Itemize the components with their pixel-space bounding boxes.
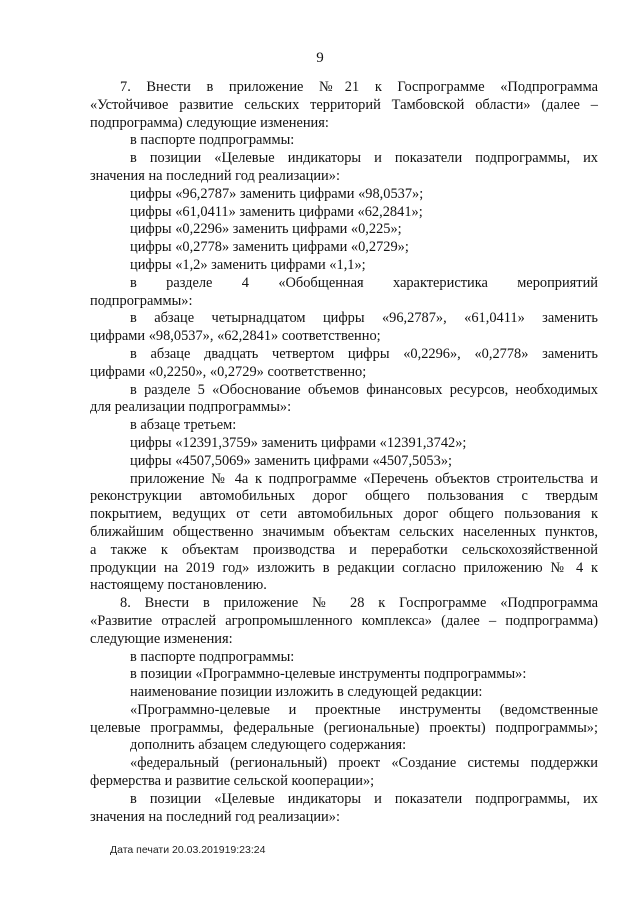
text-line: в паспорте подпрограммы: [130, 648, 295, 665]
text-line: в разделе 5 «Обоснование объемов финансовых ресурсов, необходимых [130, 381, 598, 398]
text-line: для реализации подпрограммы»: [90, 399, 292, 416]
text-line: цифры «12391,3759» заменить цифрами «12391,3742»; [130, 434, 467, 451]
text-line: подпрограмма) следующие изменения: [90, 114, 329, 131]
page-number: 9 [316, 50, 324, 66]
text-line: настоящему постановлению. [90, 577, 267, 594]
text-line: 7. Внести в приложение №21 к Госпрограмме «Подпрограмма [120, 79, 598, 95]
text-line: в абзаце четырнадцатом цифры «96,2787», «61,0411» заменить [130, 310, 598, 327]
text-line: значения на последний год реализации»: [90, 808, 340, 825]
text-line: в абзаце двадцать четвертом цифры «0,2296», «0,2778» заменить [130, 345, 598, 362]
text-line: продукции на 2019 год» изложить в редакции согласно приложению № 4 к [90, 559, 598, 576]
document-body [90, 79, 598, 826]
text-line: цифры «96,2787» заменить цифрами «98,0537»; [130, 185, 424, 202]
text-line: в позиции «Целевые индикаторы и показатели подпрограммы, их [130, 790, 598, 807]
text-line: «Устойчивое развитие сельских территорий Тамбовской области» (далее – [90, 96, 598, 113]
text-line: покрытием, ведущих от сети автомобильных дорог общего пользования к [90, 506, 598, 523]
text-line: наименование позиции изложить в следующей редакции: [130, 684, 483, 701]
text-line: подпрограммы»: [90, 292, 193, 309]
text-line: «Развитие отраслей агропромышленного комплекса» (далее – подпрограмма) [90, 612, 598, 629]
text-line: цифры «61,0411» заменить цифрами «62,2841»; [130, 203, 423, 220]
text-line: приложение № 4а к подпрограмме «Перечень объектов строительства и [130, 470, 598, 487]
text-line: в позиции «Целевые индикаторы и показатели подпрограммы, их [130, 150, 598, 167]
text-line: а также к объектам производства и переработки сельскохозяйственной [90, 541, 598, 558]
text-line: цифры «1,2» заменить цифрами «1,1»; [130, 256, 366, 273]
text-line: в абзаце третьем: [130, 417, 237, 434]
text-line: в позиции «Программно-целевые инструменты подпрограммы»: [130, 666, 527, 683]
text-line: цифры «4507,5069» заменить цифрами «4507,5053»; [130, 452, 453, 469]
print-date-footer: Дата печати 20.03.201919:23:24 [110, 844, 266, 856]
text-line: реконструкции автомобильных дорог общего пользования с твердым [90, 488, 598, 505]
text-line: «Программно-целевые и проектные инструменты (ведомственные [130, 701, 598, 718]
text-line: 8. Внести в приложение № 28 к Госпрограмме «Подпрограмма [120, 595, 598, 612]
text-line: цифрами «98,0537», «62,2841» соответственно; [90, 328, 381, 345]
text-line: ближайшим общественно значимым объектам сельских населенных пунктов, [90, 523, 598, 540]
text-line: цифры «0,2296» заменить цифрами «0,225»; [130, 221, 402, 238]
text-line: следующие изменения: [90, 630, 233, 647]
text-line: значения на последний год реализации»: [90, 167, 340, 184]
text-line: цифры «0,2778» заменить цифрами «0,2729»; [130, 239, 409, 256]
text-line: в паспорте подпрограммы: [130, 132, 295, 149]
text-line: «федеральный (региональный) проект «Создание системы поддержки [130, 755, 598, 772]
text-line: целевые программы, федеральные (региональные) проекты) подпрограммы»; [90, 719, 598, 736]
text-line: фермерства и развитие сельской кооперации»; [90, 773, 375, 790]
text-line: цифрами «0,2250», «0,2729» соответственно; [90, 363, 367, 380]
text-line: в разделе 4 «Обобщенная характеристика мероприятий [130, 274, 598, 291]
text-line: дополнить абзацем следующего содержания: [130, 737, 407, 754]
